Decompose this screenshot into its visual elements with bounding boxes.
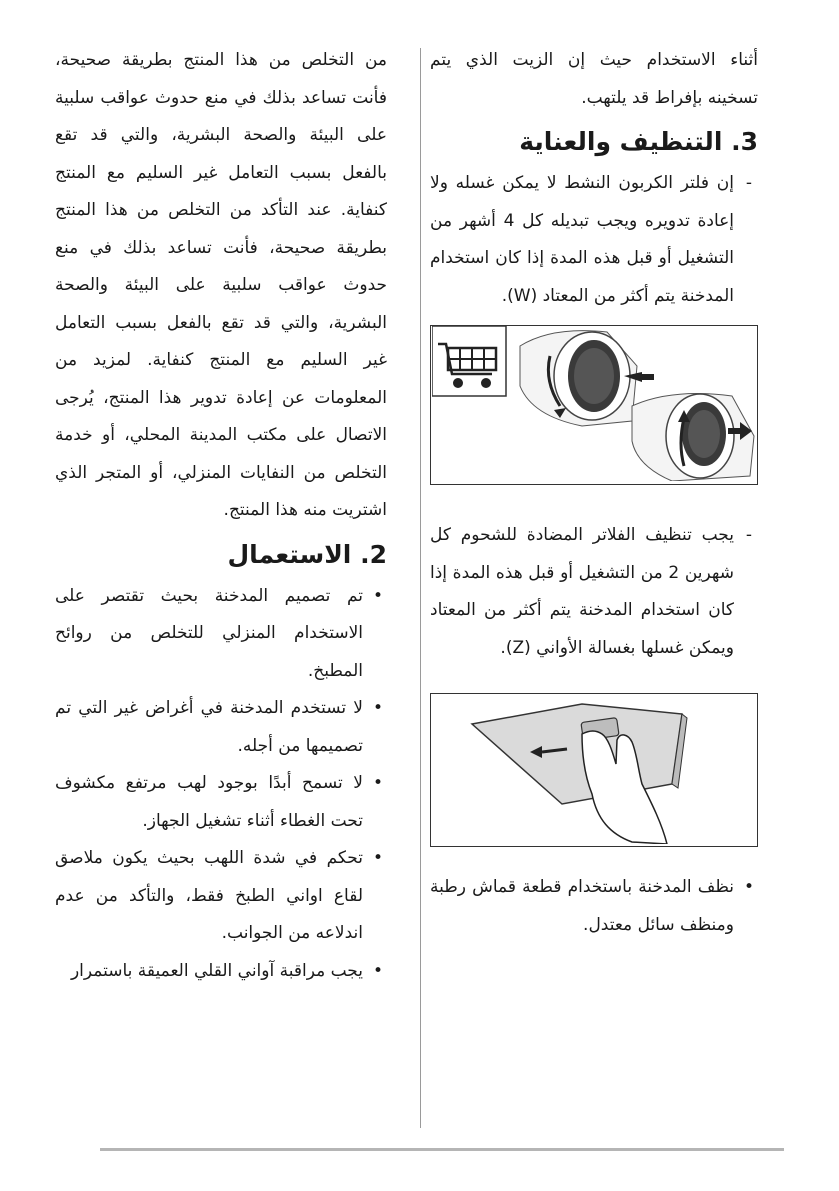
list-item bbox=[55, 578, 387, 691]
list-item bbox=[55, 840, 387, 953]
usage-item-text: تحكم في شدة اللهب بحيث يكون ملاصق لقاع اواني الطبخ فقط، والتأكد من عدم اندلاعه من الجوانب. bbox=[55, 848, 363, 943]
grease-list bbox=[430, 517, 758, 667]
list-item bbox=[430, 517, 758, 667]
list-item bbox=[55, 953, 387, 991]
usage-item-text: لا تستخدم المدخنة في أغراض غير التي تم تصميمها من أجله. bbox=[55, 698, 363, 756]
grease-filter-text: يجب تنظيف الفلاتر المضادة للشحوم كل شهرين 2 من التشغيل أو قبل هذه المدة إذا كان استخدام المدخنة يتم أكثر من المعتاد ويمكن غسلها بغسالة الأواني (Z). bbox=[430, 525, 734, 658]
carbon-filter-text: إن فلتر الكربون النشط لا يمكن غسله ولا إعادة تدويره ويجب تبديله كل 4 أشهر من التشغيل أو قبل هذه المدة إذا كان استخدام المدخنة يتم أكثر من المعتاد (W). bbox=[430, 173, 734, 306]
cloth-text: نظف المدخنة باستخدام قطعة قماش رطبة ومنظف سائل معتدل. bbox=[430, 877, 734, 935]
usage-item-text: تم تصميم المدخنة بحيث تقتصر على الاستخدام المنزلي للتخلص من روائح المطبخ. bbox=[55, 585, 363, 681]
list-item bbox=[55, 690, 387, 765]
dot-bullet: • bbox=[372, 848, 384, 868]
right-column bbox=[430, 42, 758, 944]
dot-bullet: • bbox=[743, 877, 755, 897]
cleaning-list bbox=[430, 165, 758, 315]
grease-filter-hand-diagram bbox=[432, 694, 757, 844]
section-3-heading: 3. التنظيف والعناية bbox=[519, 127, 758, 156]
carbon-filter-diagram bbox=[432, 326, 757, 481]
dot-bullet: • bbox=[372, 773, 384, 793]
dot-bullet: • bbox=[372, 585, 384, 606]
list-item bbox=[55, 765, 387, 840]
dot-bullet: • bbox=[372, 698, 384, 718]
grease-filter-figure bbox=[430, 693, 758, 847]
filter-install-lower bbox=[632, 394, 754, 481]
footer-rule bbox=[100, 1148, 784, 1151]
section-2-heading: 2. الاستعمال bbox=[227, 539, 387, 569]
carbon-filter-figure bbox=[430, 325, 758, 485]
intro-text: أثناء الاستخدام حيث إن الزيت الذي يتم تسخينه بإفراط قد يلتهب. bbox=[430, 50, 758, 108]
dash-bullet: - bbox=[745, 173, 753, 193]
disposal-text: من التخلص من هذا المنتج بطريقة صحيحة، فأنت تساعد بذلك في منع حدوث عواقب سلبية على البيئة والصحة البشرية، والتي قد تقع بالفعل بسبب التعامل غير السليم مع المنتج كنفاية. عند التأكد من التخلص من هذا المنتج بطريقة صحيحة، فأنت تساعد بذلك في منع حدوث عواقب سلبية على البيئة والصحة البشرية، والتي قد تقع بالفعل بسبب التعامل غير السليم مع المنتج كنفاية. لمزيد من المعلومات عن إعادة تدوير هذا المنتج، يُرجى الاتصال على مكتب المدينة المحلي، أو خدمة التخلص من النفايات المنزلي، أو المتجر الذي اشتريت منه هذا المنتج. bbox=[55, 50, 387, 520]
cloth-list bbox=[430, 869, 758, 944]
dash-bullet: - bbox=[745, 525, 753, 545]
dot-bullet: • bbox=[372, 960, 384, 981]
left-column bbox=[55, 42, 387, 990]
list-item bbox=[430, 869, 758, 944]
usage-list bbox=[55, 578, 387, 991]
usage-item-text: لا تسمح أبدًا بوجود لهب مرتفع مكشوف تحت الغطاء أثناء تشغيل الجهاز. bbox=[55, 773, 363, 831]
column-divider bbox=[420, 48, 421, 1128]
usage-item-text: يجب مراقبة آواني القلي العميقة باستمرار bbox=[70, 960, 363, 981]
list-item bbox=[430, 165, 758, 315]
